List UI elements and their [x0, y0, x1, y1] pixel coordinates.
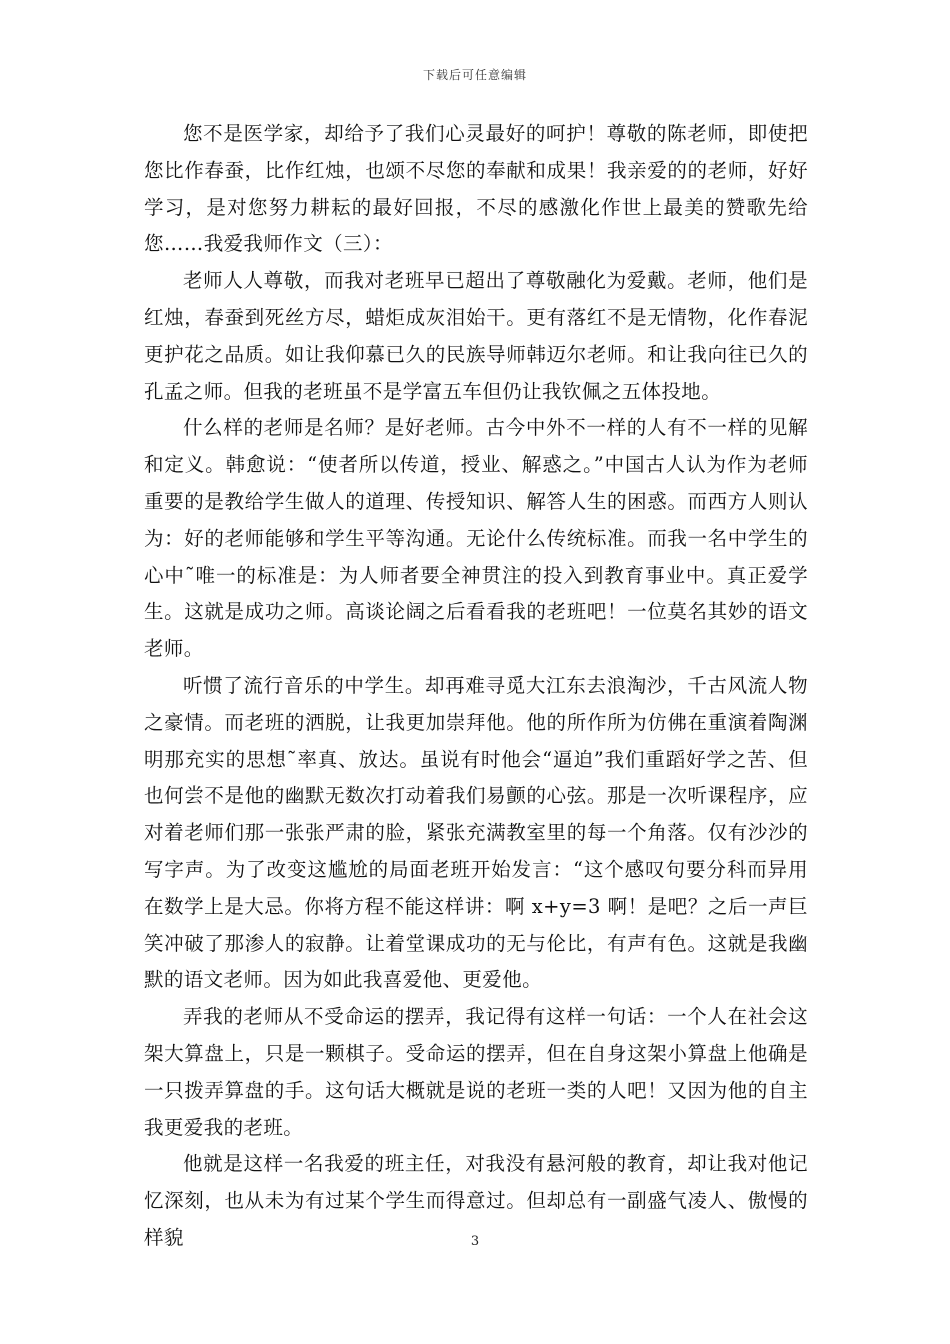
page-header: 下载后可任意编辑: [422, 68, 527, 82]
paragraph: 什么样的老师是名师？是好老师。古今中外不一样的人有不一样的见解和定义。韩愈说：“使者所以传道，授业、解惑之。”中国古人认为作为老师重要的是教给学生做人的道理、传授知识、解答人生的困惑。而西方人则认为：好的老师能够和学生平等沟通。无论什么传统标准。而我一名中学生的心中˜唯一的标准是：为人师者要全神贯注的投入到教育事业中。真正爱学生。这就是成功之师。高谈论阔之后看看我的老班吧！一位莫名其妙的语文老师。: [144, 416, 808, 661]
paragraph: 弄我的老师从不受命运的摆弄，我记得有这样一句话：一个人在社会这架大算盘上，只是一颗棋子。受命运的摆弄，但在自身这架小算盘上他确是一只拨弄算盘的手。这句话大概就是说的老班一类的人吧！又因为他的自主我更爱我的老班。: [144, 1005, 808, 1139]
paragraph: 他就是这样一名我爱的班主任，对我没有悬河般的教育，却让我对他记忆深刻，也从未为有过某个学生而得意过。但却总有一副盛气凌人、傲慢的样貌: [144, 1152, 808, 1249]
page-number: 3: [470, 1234, 480, 1249]
paragraph: 听惯了流行音乐的中学生。却再难寻觅大江东去浪淘沙，千古风流人物之豪情。而老班的洒脱，让我更加崇拜他。他的所作所为仿佛在重演着陶渊明那充实的思想˜率真、放达。虽说有时他会“逼迫”我们重蹈好学之苦、但也何尝不是他的幽默无数次打动着我们易颤的心弦。那是一次听课程序，应对着老师们那一张张严肃的脸，紧张充满教室里的每一个角落。仅有沙沙的写字声。为了改变这尴尬的局面老班开始发言：“这个感叹句要分科而异用在数学上是大忌。你将方程不能这样讲：啊 x+y=3 啊！是吧？之后一声巨笑冲破了那渗人的寂静。让着堂课成功的无与伦比，有声有色。这就是我幽默的语文老师。因为如此我喜爱他、更爱他。: [144, 673, 808, 992]
document-body: [144, 116, 808, 1257]
paragraph: 老师人人尊敬，而我对老班早已超出了尊敬融化为爱戴。老师，他们是红烛，春蚕到死丝方尽，蜡炬成灰泪始干。更有落红不是无情物，化作春泥更护花之品质。如让我仰慕已久的民族导师韩迈尔老师。和让我向往已久的孔孟之师。但我的老班虽不是学富五车但仍让我钦佩之五体投地。: [144, 269, 808, 403]
paragraph: 您不是医学家，却给予了我们心灵最好的呵护！尊敬的陈老师，即使把您比作春蚕，比作红烛，也颂不尽您的奉献和成果！我亲爱的的老师，好好学习，是对您努力耕耘的最好回报，不尽的感激化作世上最美的赞歌先给您……我爱我师作文（三）：: [144, 122, 808, 256]
